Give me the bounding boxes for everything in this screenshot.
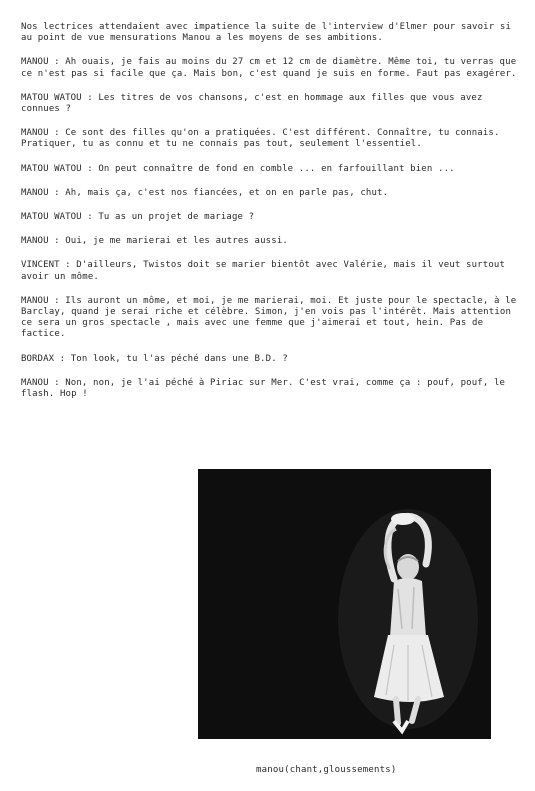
speaker-name: MANOU : — [21, 128, 60, 139]
dialogue-text: D'ailleurs, Twistos doit se marier bientôt avec Valérie, mais il veut surtout avoir un môme. — [21, 260, 506, 282]
dialogue-line — [21, 260, 517, 282]
dialogue-text: Ah ouais, je fais au moins du 27 cm et 12 cm de diamètre. Même toi, tu verras que ce n'est pas si facile que ça. Mais bon, c'est quand je suis en forme. Faut pas exagérer. — [21, 57, 517, 79]
interview-text — [21, 22, 517, 413]
dialogue-text: Les titres de vos chansons, c'est en hommage aux filles que vous avez connues ? — [21, 92, 483, 115]
dialogue-line — [21, 164, 517, 175]
speaker-name: MATOU WATOU : — [21, 92, 93, 103]
dialogue-line — [21, 188, 517, 199]
speaker-name: MANOU : — [21, 377, 60, 388]
dialogue-text: Ah, mais ça, c'est nos fiancées, et on en parle pas, chut. — [65, 187, 389, 198]
speaker-name: VINCENT : — [21, 260, 71, 271]
dialogue-line — [21, 93, 517, 115]
speaker-name: BORDAX : — [21, 353, 66, 364]
dialogue-text: On peut connaître de fond en comble ... en farfouillant bien ... — [98, 163, 455, 174]
speaker-name: MANOU : — [21, 295, 60, 306]
dialogue-line — [21, 212, 517, 223]
intro-text: Nos lectrices attendaient avec impatience la suite de l'interview d'Elmer pour savoir si au point de vue mensurations Manou a les moyens de ses ambitions. — [21, 22, 512, 44]
dialogue-text: Oui, je me marierai et les autres aussi. — [65, 236, 288, 247]
dialogue-text: Non, non, je l'ai péché à Piriac sur Mer. C'est vrai, comme ça : pouf, pouf, le flash. Hop ! — [21, 377, 506, 400]
speaker-name: MANOU : — [21, 187, 60, 198]
dialogue-line — [21, 57, 517, 79]
dialogue-line — [21, 354, 517, 365]
intro-paragraph — [21, 22, 517, 44]
dialogue-text: Ce sont des filles qu'on a pratiquées. C'est différent. Connaître, tu connais. Pratiquer, tu as connu et tu ne connais pas tout, seulement l'essentiel. — [21, 128, 500, 150]
dialogue-text: Tu as un projet de mariage ? — [98, 212, 255, 223]
photo-caption: manou(chant,gloussements) — [256, 765, 397, 775]
dialogue-line — [21, 378, 517, 400]
speaker-name: MANOU : — [21, 57, 60, 68]
dialogue-line — [21, 236, 517, 247]
dialogue-text: Ils auront un môme, et moi, je me marierai, moi. Et juste pour le spectacle, à le Barclay, quand je serai riche et célèbre. Simon, j'en vois pas l'intérêt. Mais attention ce sera un gros spectacle , mais avec une femme que j'aimerai et tout, hein. Pas de factice. — [21, 295, 517, 340]
dialogue-line — [21, 128, 517, 150]
speaker-name: MATOU WATOU : — [21, 163, 93, 174]
speaker-name: MANOU : — [21, 236, 60, 247]
performer-figure — [198, 469, 491, 739]
speaker-name: MATOU WATOU : — [21, 212, 93, 223]
dialogue-text: Ton look, tu l'as péché dans une B.D. ? — [70, 353, 288, 364]
performer-photo — [198, 469, 491, 739]
dialogue-line — [21, 296, 517, 341]
